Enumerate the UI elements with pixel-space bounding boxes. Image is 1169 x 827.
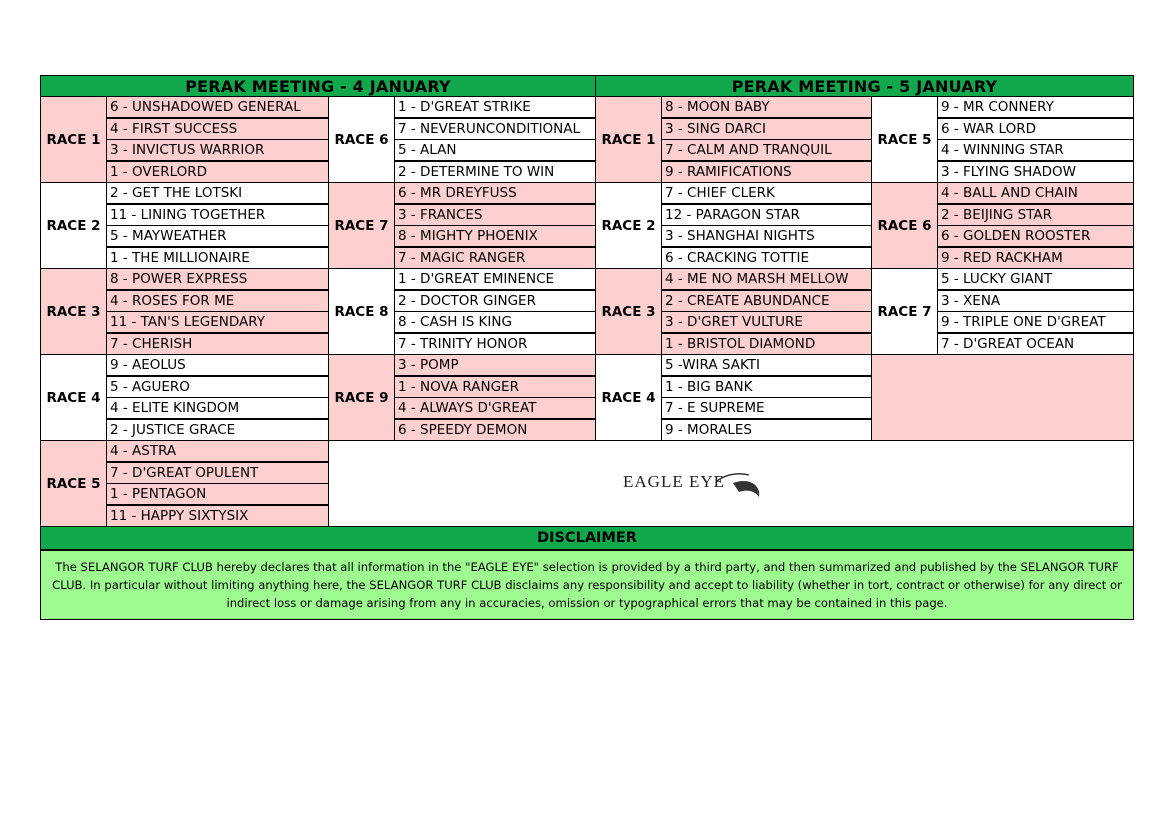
horse-entry: 7 - CALM AND TRANQUIL (661, 139, 872, 161)
horse-entry: 7 - D'GREAT OPULENT (106, 462, 329, 484)
horse-entry: 3 - SING DARCI (661, 118, 872, 140)
horse-entry: 11 - LINING TOGETHER (106, 204, 329, 226)
horse-entry: 4 - FIRST SUCCESS (106, 118, 329, 140)
horse-entry: 4 - ROSES FOR ME (106, 290, 329, 312)
horse-entry: 3 - FLYING SHADOW (937, 161, 1134, 183)
horse-entry: 1 - D'GREAT STRIKE (394, 96, 596, 118)
horse-entry: 11 - HAPPY SIXTYSIX (106, 505, 329, 527)
empty-cell (871, 354, 1134, 441)
horse-entry: 3 - POMP (394, 354, 596, 376)
horse-entry: 8 - CASH IS KING (394, 311, 596, 333)
disclaimer-text: The SELANGOR TURF CLUB hereby declares that all information in the "EAGLE EYE" selection is provided by a third party, and then summarized and published by the SELANGOR TURF CLUB. In particular without limiting anything here, the SELANGOR TURF CLUB disclaims any responsibility and accept to liability (whether in tort, contract or otherwise) for any direct or indirect loss or damage arising from any in accuracies, omission or typographical errors that may be contained in this page. (40, 550, 1134, 620)
horse-entry: 2 - BEIJING STAR (937, 204, 1134, 226)
horse-entry: 7 - NEVERUNCONDITIONAL (394, 118, 596, 140)
race-selection-sheet (40, 75, 1134, 620)
race-label: RACE 8 (328, 268, 395, 355)
horse-entry: 11 - TAN'S LEGENDARY (106, 311, 329, 333)
race-label: RACE 7 (328, 182, 395, 269)
horse-entry: 6 - GOLDEN ROOSTER (937, 225, 1134, 247)
horse-entry: 9 - RED RACKHAM (937, 247, 1134, 269)
race-label: RACE 6 (328, 96, 395, 183)
horse-entry: 9 - MORALES (661, 419, 872, 441)
horse-entry: 8 - POWER EXPRESS (106, 268, 329, 290)
horse-entry: 7 - CHERISH (106, 333, 329, 355)
horse-entry: 1 - BIG BANK (661, 376, 872, 398)
horse-entry: 2 - CREATE ABUNDANCE (661, 290, 872, 312)
horse-entry: 9 - RAMIFICATIONS (661, 161, 872, 183)
horse-entry: 7 - MAGIC RANGER (394, 247, 596, 269)
horse-entry: 9 - MR CONNERY (937, 96, 1134, 118)
race-label: RACE 9 (328, 354, 395, 441)
meeting-title-5-january: PERAK MEETING - 5 JANUARY (595, 75, 1134, 97)
meeting-title-4-january: PERAK MEETING - 4 JANUARY (40, 75, 596, 97)
horse-entry: 7 - D'GREAT OCEAN (937, 333, 1134, 355)
horse-entry: 2 - JUSTICE GRACE (106, 419, 329, 441)
horse-entry: 1 - D'GREAT EMINENCE (394, 268, 596, 290)
race-label: RACE 4 (40, 354, 107, 441)
disclaimer-title: DISCLAIMER (40, 526, 1134, 550)
horse-entry: 4 - ALWAYS D'GREAT (394, 397, 596, 419)
horse-entry: 4 - WINNING STAR (937, 139, 1134, 161)
race-label: RACE 6 (871, 182, 938, 269)
horse-entry: 12 - PARAGON STAR (661, 204, 872, 226)
race-label: RACE 1 (595, 96, 662, 183)
horse-entry: 4 - ME NO MARSH MELLOW (661, 268, 872, 290)
horse-entry: 1 - PENTAGON (106, 483, 329, 505)
horse-entry: 2 - DOCTOR GINGER (394, 290, 596, 312)
horse-entry: 9 - TRIPLE ONE D'GREAT (937, 311, 1134, 333)
horse-entry: 7 - CHIEF CLERK (661, 182, 872, 204)
horse-entry: 6 - SPEEDY DEMON (394, 419, 596, 441)
race-label: RACE 4 (595, 354, 662, 441)
eagle-eye-logo (621, 463, 791, 503)
horse-entry: 2 - DETERMINE TO WIN (394, 161, 596, 183)
horse-entry: 1 - NOVA RANGER (394, 376, 596, 398)
horse-entry: 2 - GET THE LOTSKI (106, 182, 329, 204)
horse-entry: 1 - THE MILLIONAIRE (106, 247, 329, 269)
horse-entry: 6 - CRACKING TOTTIE (661, 247, 872, 269)
horse-entry: 6 - WAR LORD (937, 118, 1134, 140)
horse-entry: 5 - MAYWEATHER (106, 225, 329, 247)
horse-entry: 5 -WIRA SAKTI (661, 354, 872, 376)
race-label: RACE 3 (595, 268, 662, 355)
race-label: RACE 2 (40, 182, 107, 269)
horse-entry: 6 - UNSHADOWED GENERAL (106, 96, 329, 118)
horse-entry: 7 - TRINITY HONOR (394, 333, 596, 355)
race-label: RACE 7 (871, 268, 938, 355)
svg-text:EAGLE EYE: EAGLE EYE (623, 472, 726, 491)
horse-entry: 8 - MIGHTY PHOENIX (394, 225, 596, 247)
horse-entry: 3 - XENA (937, 290, 1134, 312)
race-label: RACE 1 (40, 96, 107, 183)
race-label: RACE 3 (40, 268, 107, 355)
horse-entry: 1 - OVERLORD (106, 161, 329, 183)
horse-entry: 3 - INVICTUS WARRIOR (106, 139, 329, 161)
horse-entry: 9 - AEOLUS (106, 354, 329, 376)
horse-entry: 7 - E SUPREME (661, 397, 872, 419)
horse-entry: 6 - MR DREYFUSS (394, 182, 596, 204)
horse-entry: 1 - BRISTOL DIAMOND (661, 333, 872, 355)
horse-entry: 5 - AGUERO (106, 376, 329, 398)
horse-entry: 4 - ASTRA (106, 440, 329, 462)
horse-entry: 5 - LUCKY GIANT (937, 268, 1134, 290)
horse-entry: 3 - SHANGHAI NIGHTS (661, 225, 872, 247)
horse-entry: 4 - BALL AND CHAIN (937, 182, 1134, 204)
horse-entry: 3 - FRANCES (394, 204, 596, 226)
horse-entry: 3 - D'GRET VULTURE (661, 311, 872, 333)
horse-entry: 5 - ALAN (394, 139, 596, 161)
race-label: RACE 5 (871, 96, 938, 183)
horse-entry: 8 - MOON BABY (661, 96, 872, 118)
race-label: RACE 2 (595, 182, 662, 269)
logo-area (328, 440, 1134, 527)
horse-entry: 4 - ELITE KINGDOM (106, 397, 329, 419)
race-label: RACE 5 (40, 440, 107, 527)
